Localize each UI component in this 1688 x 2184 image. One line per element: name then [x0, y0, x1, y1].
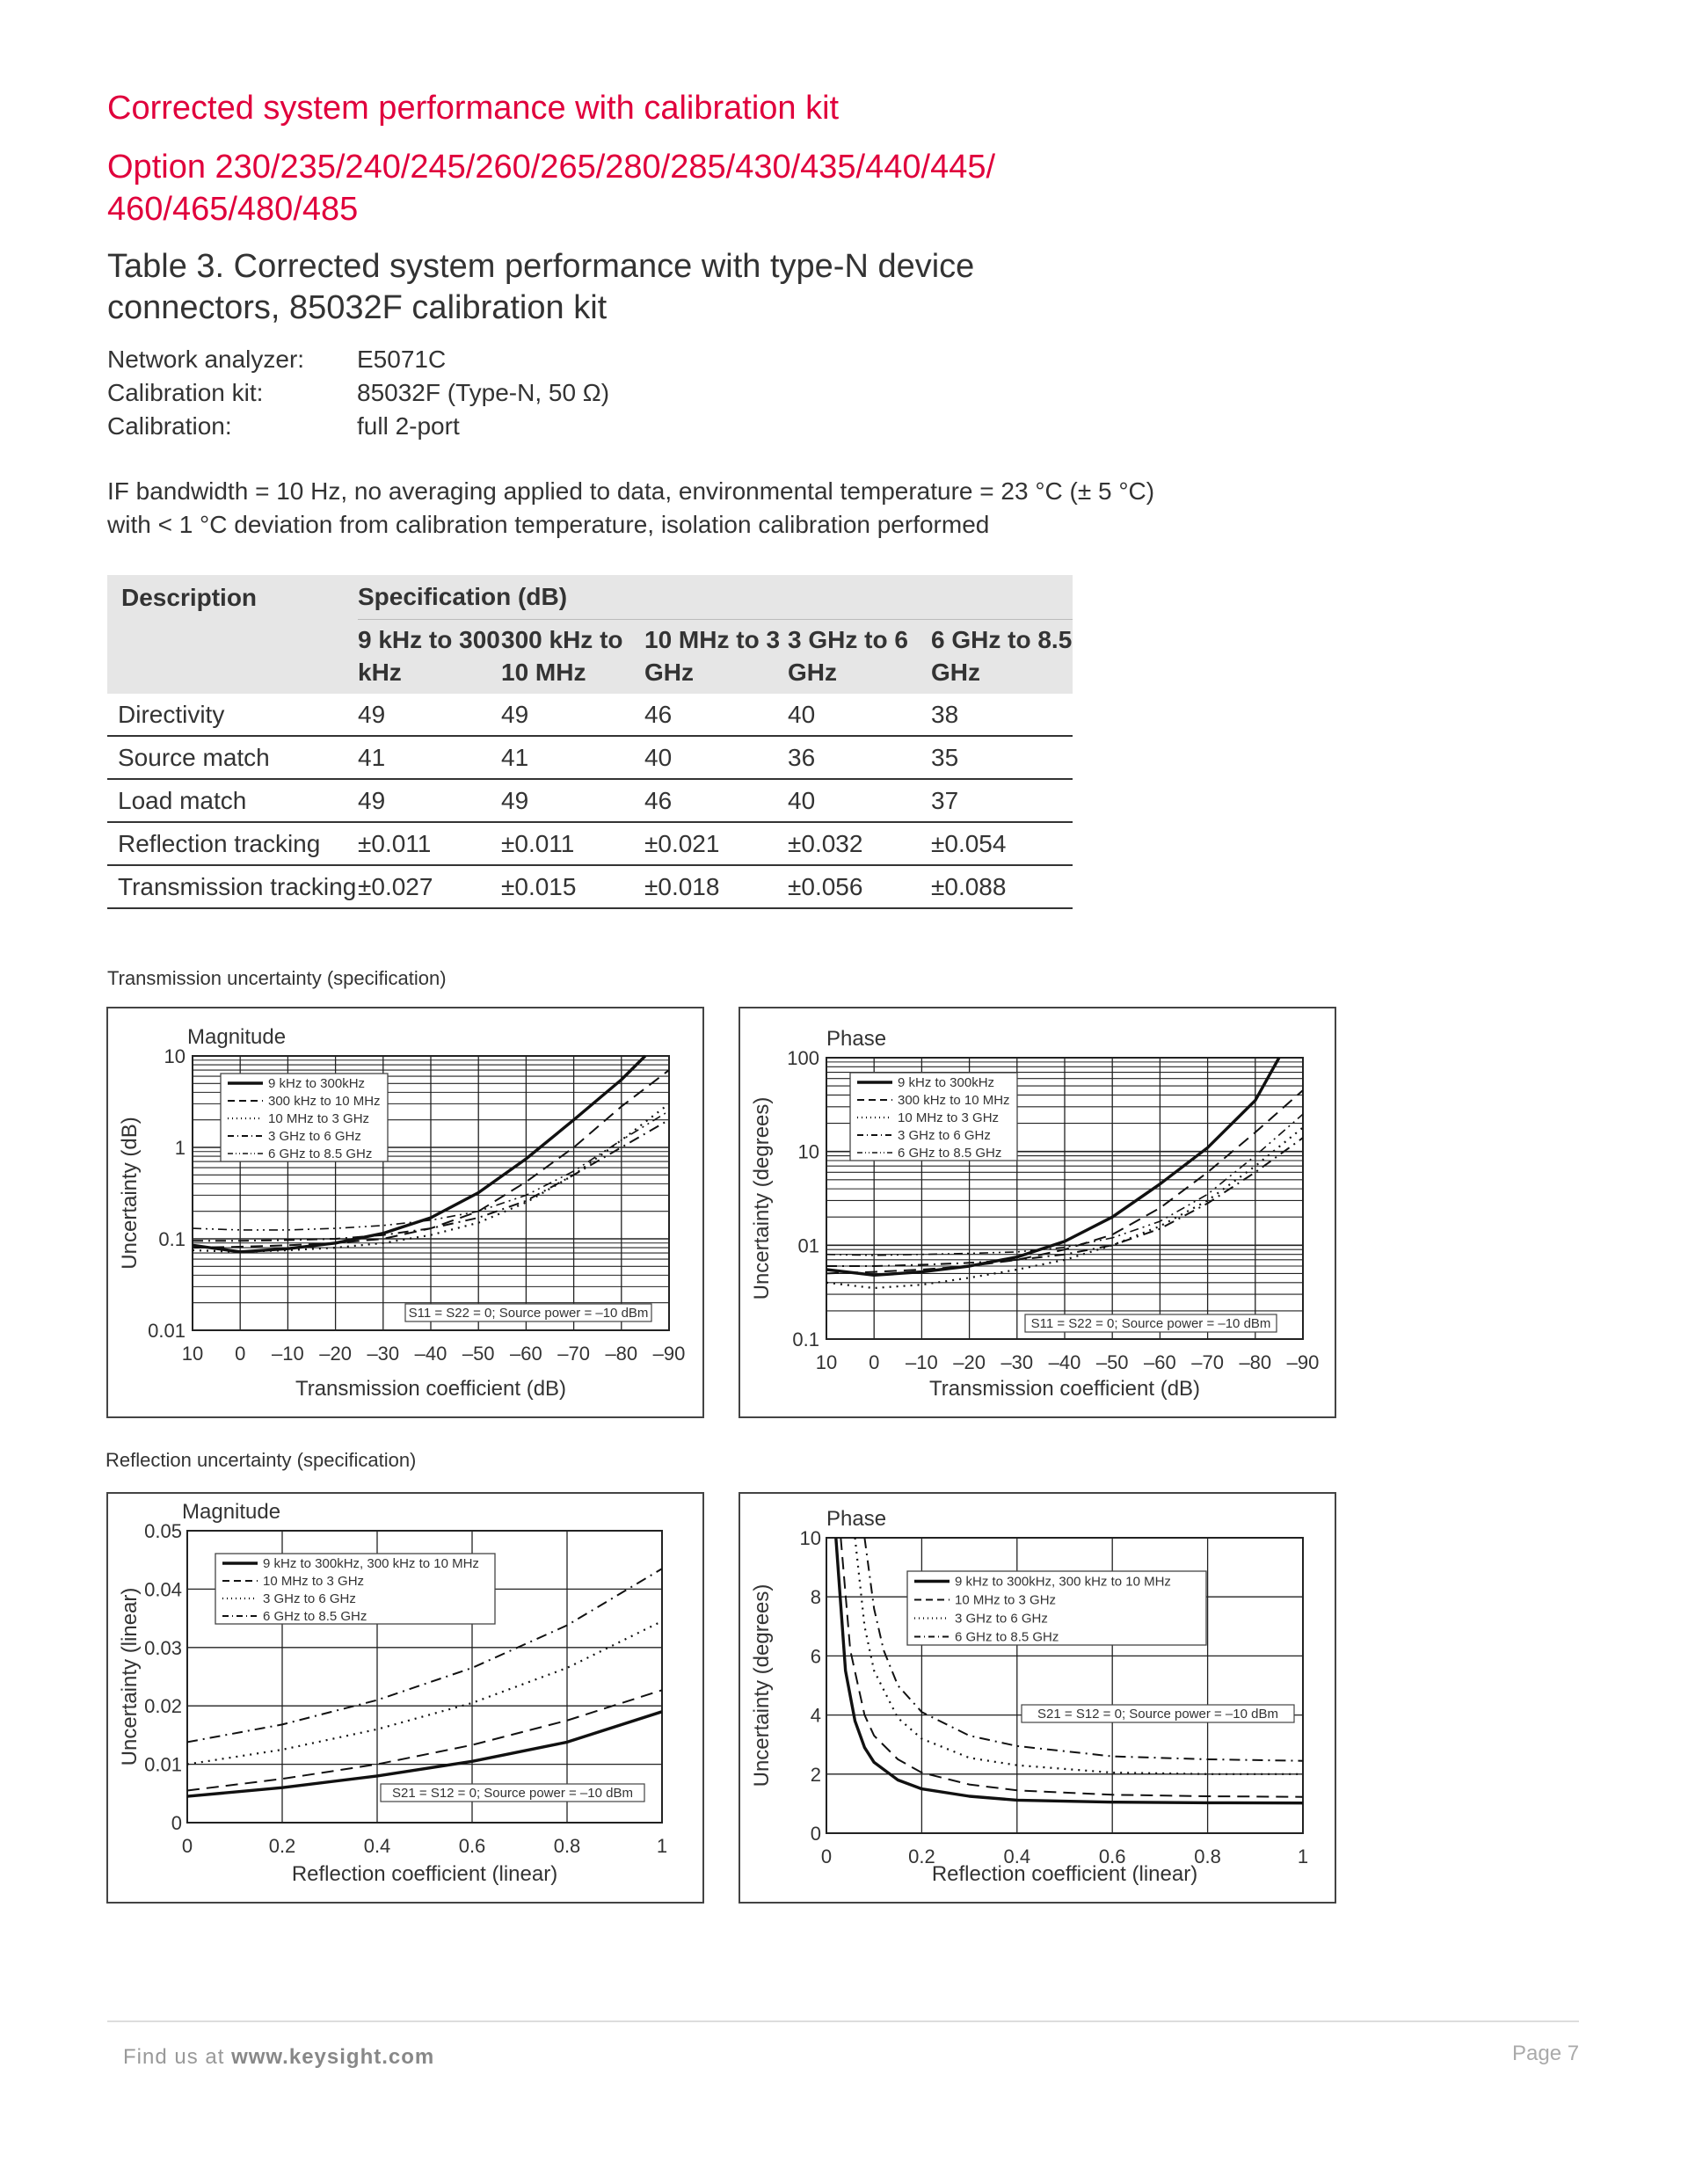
x-tick-label: –30: [367, 1343, 400, 1365]
chart-svg: [740, 1008, 1335, 1416]
table-row: [107, 694, 1073, 736]
cell: ±0.032: [788, 822, 931, 865]
if-bandwidth-note: IF bandwidth = 10 Hz, no averaging applied to data, environmental temperature = 23 °C (± 5 °C) with < 1 °C deviation from calibration temperature, isolation calibration performed: [107, 477, 1155, 538]
cell: 49: [358, 779, 501, 822]
legend-label: 3 GHz to 6 GHz: [898, 1128, 991, 1143]
setup-value: full 2-port: [357, 412, 460, 440]
cell: 35: [931, 736, 1073, 779]
chart-title: Phase: [826, 1027, 887, 1051]
cell: 36: [788, 736, 931, 779]
spec-table: [107, 575, 1073, 909]
band-header: 3 GHz to 6 GHz: [788, 620, 931, 695]
transmission-caption: Transmission uncertainty (specification): [107, 967, 447, 989]
cell: ±0.088: [931, 865, 1073, 908]
row-label: Source match: [107, 736, 358, 779]
cell: ±0.054: [931, 822, 1073, 865]
setup-row: [107, 343, 609, 376]
legend-label: 6 GHz to 8.5 GHz: [898, 1146, 1002, 1161]
legend-label: 3 GHz to 6 GHz: [268, 1129, 361, 1144]
y-tick-label: 10: [799, 1527, 821, 1549]
band-header: 300 kHz to 10 MHz: [501, 620, 644, 695]
y-tick-label: 0.1: [792, 1329, 819, 1350]
y-tick-label: 6: [810, 1645, 821, 1668]
y-tick-label: 0: [810, 1823, 821, 1845]
x-tick-label: 10: [181, 1343, 204, 1365]
band-header: 6 GHz to 8.5 GHz: [931, 620, 1073, 695]
reflection-magnitude-chart: [106, 1492, 704, 1904]
x-tick-label: 0.8: [553, 1835, 581, 1857]
legend-label: 10 MHz to 3 GHz: [898, 1110, 1000, 1125]
cell: 46: [644, 694, 788, 736]
reflection-caption: Reflection uncertainty (specification): [106, 1449, 417, 1471]
y-tick-label: 01: [797, 1234, 819, 1257]
chart-title: Magnitude: [182, 1500, 281, 1524]
cell: 37: [931, 779, 1073, 822]
chart-svg: [740, 1494, 1335, 1902]
y-tick-label: 1: [174, 1137, 186, 1159]
annotation-text: S21 = S12 = 0; Source power = –10 dBm: [392, 1786, 633, 1801]
y-tick-label: 0.01: [148, 1320, 186, 1342]
setup-block: [107, 343, 609, 443]
cell: ±0.011: [358, 822, 501, 865]
row-label: Load match: [107, 779, 358, 822]
legend-label: 300 kHz to 10 MHz: [898, 1093, 1010, 1108]
x-tick-label: 0.4: [1003, 1845, 1031, 1867]
x-tick-label: 0.6: [458, 1835, 486, 1857]
reflection-phase-chart: [738, 1492, 1336, 1904]
x-tick-label: –90: [1286, 1351, 1320, 1373]
x-tick-label: 0.6: [1098, 1845, 1126, 1867]
y-tick-label: 0.1: [158, 1228, 186, 1250]
x-tick-label: 0: [820, 1845, 833, 1867]
annotation-text: S11 = S22 = 0; Source power = –10 dBm: [1030, 1316, 1271, 1331]
row-label: Directivity: [107, 694, 358, 736]
cell: 41: [501, 736, 644, 779]
x-tick-label: –90: [652, 1343, 686, 1365]
band-header: 9 kHz to 300 kHz: [358, 620, 501, 695]
x-tick-label: –50: [1095, 1351, 1129, 1373]
page-number: Page 7: [1512, 2042, 1580, 2065]
find-prefix: Find us at: [123, 2045, 232, 2069]
x-tick-label: –40: [414, 1343, 447, 1365]
legend-label: 9 kHz to 300kHz: [898, 1075, 995, 1090]
specification-header: Specification (dB): [358, 575, 1073, 620]
x-tick-label: 0.2: [268, 1835, 296, 1857]
setup-key: Calibration:: [107, 412, 232, 440]
cell: 40: [644, 736, 788, 779]
legend-label: 9 kHz to 300kHz, 300 kHz to 10 MHz: [263, 1556, 479, 1571]
website-link[interactable]: www.keysight.com: [231, 2045, 435, 2069]
table-row: [107, 865, 1073, 908]
setup-row: [107, 376, 609, 410]
x-tick-label: 1: [656, 1835, 668, 1857]
cell: 49: [501, 694, 644, 736]
y-tick-label: 4: [810, 1704, 821, 1727]
row-label: Reflection tracking: [107, 822, 358, 865]
chart-title: Phase: [826, 1507, 887, 1531]
cell: ±0.021: [644, 822, 788, 865]
cell: 38: [931, 694, 1073, 736]
y-tick-label: 10: [164, 1045, 186, 1067]
x-axis-label: Reflection coefficient (linear): [931, 1862, 1198, 1886]
x-tick-label: 10: [815, 1351, 838, 1373]
x-tick-label: –60: [1144, 1351, 1176, 1373]
setup-key: Calibration kit:: [107, 379, 264, 406]
x-tick-label: 0: [235, 1343, 246, 1365]
legend-label: 9 kHz to 300kHz: [268, 1076, 366, 1091]
legend-label: 10 MHz to 3 GHz: [955, 1592, 1057, 1608]
footer-divider: [107, 2020, 1579, 2022]
x-axis-label: Transmission coefficient (dB): [295, 1377, 567, 1401]
annotation-text: S11 = S22 = 0; Source power = –10 dBm: [408, 1306, 649, 1321]
y-tick-label: 10: [797, 1140, 819, 1163]
chart-svg: [108, 1494, 702, 1902]
legend-label: 6 GHz to 8.5 GHz: [268, 1147, 373, 1161]
table-row: [107, 736, 1073, 779]
legend-label: 300 kHz to 10 MHz: [268, 1094, 381, 1109]
y-axis-label: Uncertainty (degrees): [750, 1096, 774, 1300]
options-heading: Option 230/235/240/245/260/265/280/285/430/435/440/445/ 460/465/480/485: [107, 149, 996, 228]
cell: ±0.027: [358, 865, 501, 908]
y-tick-label: 0.05: [144, 1520, 182, 1542]
y-tick-label: 0.02: [144, 1695, 182, 1718]
cell: 40: [788, 779, 931, 822]
legend-label: 6 GHz to 8.5 GHz: [263, 1609, 367, 1624]
transmission-phase-chart: [738, 1007, 1336, 1418]
setup-key: Network analyzer:: [107, 346, 305, 373]
description-header: Description: [107, 575, 358, 694]
legend-label: 10 MHz to 3 GHz: [263, 1574, 365, 1589]
setup-row: [107, 410, 609, 443]
x-tick-label: 0: [869, 1351, 880, 1373]
cell: 40: [788, 694, 931, 736]
cell: ±0.015: [501, 865, 644, 908]
cell: ±0.056: [788, 865, 931, 908]
setup-value: 85032F (Type-N, 50 Ω): [357, 379, 610, 406]
y-axis-label: Uncertainty (dB): [118, 1117, 142, 1270]
y-tick-label: 100: [787, 1047, 819, 1069]
cell: ±0.018: [644, 865, 788, 908]
y-tick-label: 0.03: [144, 1636, 182, 1659]
transmission-magnitude-chart: [106, 1007, 704, 1418]
table-header-row: [107, 575, 1073, 620]
cell: ±0.011: [501, 822, 644, 865]
legend-label: 10 MHz to 3 GHz: [268, 1111, 370, 1126]
y-tick-label: 2: [810, 1763, 821, 1786]
x-tick-label: –30: [1000, 1351, 1034, 1373]
x-tick-label: 0: [181, 1835, 193, 1857]
x-tick-label: 0.2: [908, 1845, 935, 1867]
row-label: Transmission tracking: [107, 865, 358, 908]
y-tick-label: 0: [171, 1812, 182, 1834]
setup-value: E5071C: [357, 346, 447, 373]
band-header: 10 MHz to 3 GHz: [644, 620, 788, 695]
table-title: Table 3. Corrected system performance with type-N device connectors, 85032F calibration kit: [107, 248, 975, 326]
x-tick-label: –80: [605, 1343, 638, 1365]
x-tick-label: 0.4: [363, 1835, 391, 1857]
legend-label: 3 GHz to 6 GHz: [955, 1611, 1048, 1627]
x-axis-label: Reflection coefficient (linear): [291, 1862, 558, 1886]
x-tick-label: 1: [1297, 1845, 1309, 1867]
chart-svg: [108, 1008, 702, 1416]
cell: 49: [358, 694, 501, 736]
x-tick-label: –20: [319, 1343, 352, 1365]
cell: 46: [644, 779, 788, 822]
table-row: [107, 822, 1073, 865]
legend-label: 9 kHz to 300kHz, 300 kHz to 10 MHz: [955, 1574, 1171, 1590]
y-tick-label: 0.01: [144, 1753, 182, 1776]
x-tick-label: –20: [953, 1351, 986, 1373]
cell: 49: [501, 779, 644, 822]
footer-find-us: [123, 2045, 434, 2070]
x-tick-label: –40: [1048, 1351, 1081, 1373]
x-tick-label: –60: [510, 1343, 542, 1365]
chart-title: Magnitude: [187, 1025, 287, 1049]
x-tick-label: –10: [272, 1343, 304, 1365]
table-row: [107, 779, 1073, 822]
y-axis-label: Uncertainty (degrees): [750, 1583, 774, 1787]
y-tick-label: 8: [810, 1586, 821, 1609]
cell: 41: [358, 736, 501, 779]
section-heading: Corrected system performance with calibration kit: [107, 90, 840, 127]
annotation-text: S21 = S12 = 0; Source power = –10 dBm: [1037, 1707, 1278, 1722]
x-tick-label: –70: [557, 1343, 590, 1365]
legend-label: 6 GHz to 8.5 GHz: [955, 1629, 1059, 1645]
x-tick-label: –50: [462, 1343, 495, 1365]
y-axis-label: Uncertainty (linear): [118, 1587, 142, 1766]
x-tick-label: 0.8: [1194, 1845, 1221, 1867]
legend-label: 3 GHz to 6 GHz: [263, 1591, 356, 1606]
x-tick-label: –70: [1191, 1351, 1224, 1373]
x-tick-label: –10: [906, 1351, 938, 1373]
x-tick-label: –80: [1239, 1351, 1272, 1373]
x-axis-label: Transmission coefficient (dB): [928, 1377, 1201, 1401]
y-tick-label: 0.04: [144, 1578, 182, 1601]
